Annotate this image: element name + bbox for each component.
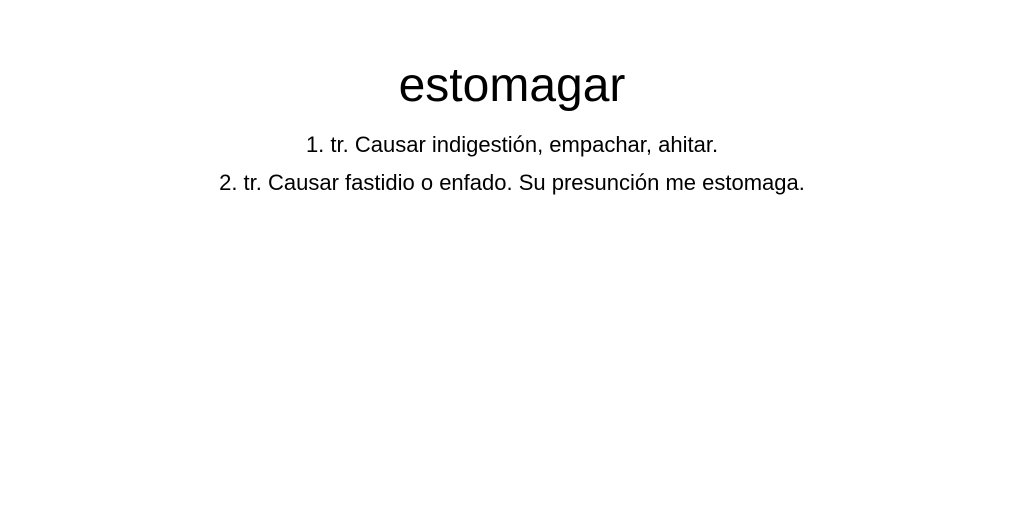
definition-list [0, 126, 1024, 202]
definition-2: 2. tr. Causar fastidio o enfado. Su presunción me estomaga. [219, 170, 805, 195]
definition-1: 1. tr. Causar indigestión, empachar, ahitar. [305, 132, 719, 157]
headword: estomagar [398, 59, 626, 112]
